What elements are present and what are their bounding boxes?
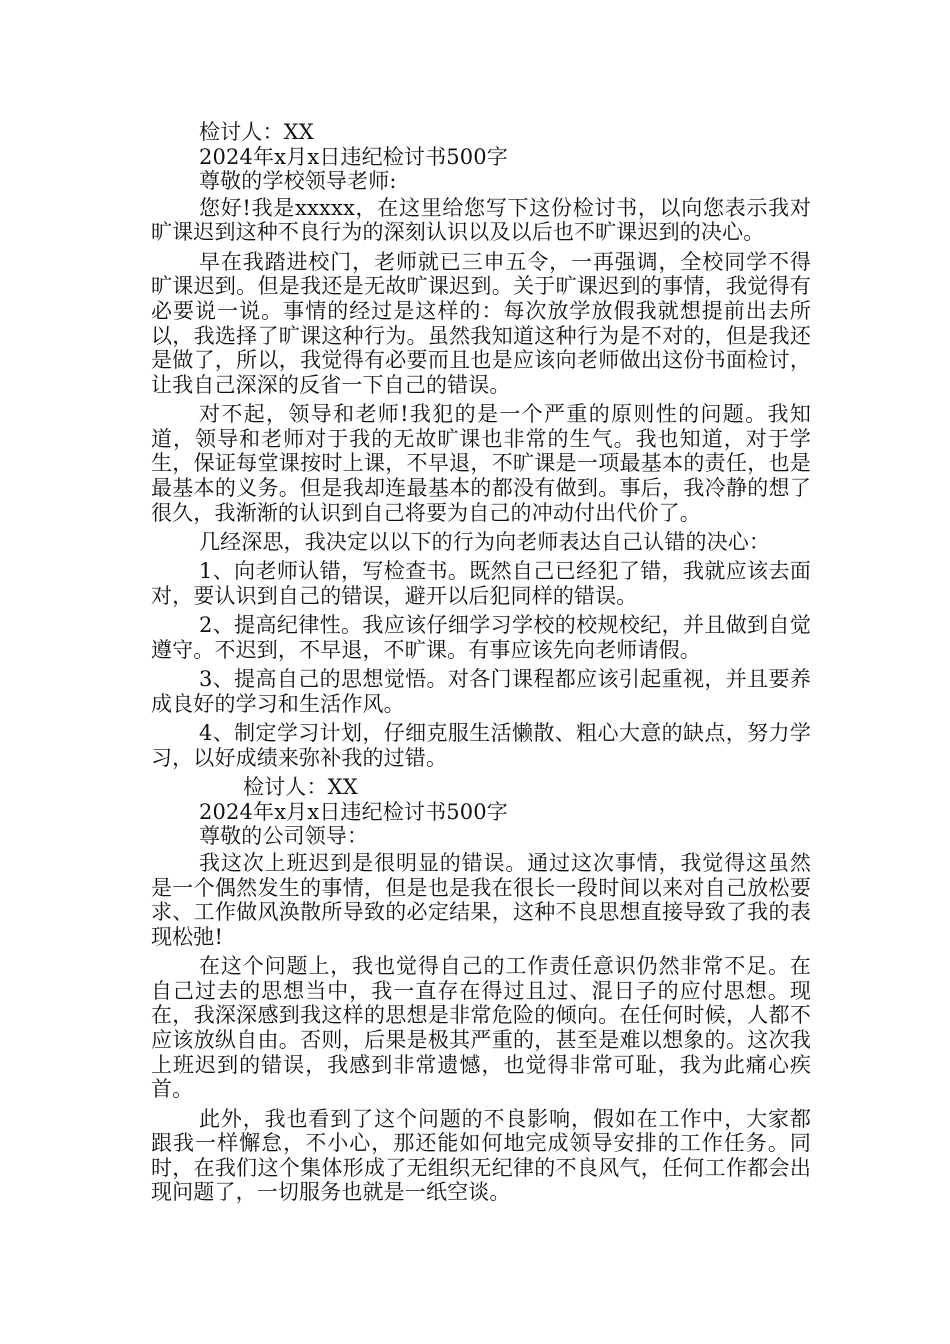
list-item: 3、提高自己的思想觉悟。对各门课程都应该引起重视，并且要养成良好的学习和生活作风。	[151, 667, 811, 716]
paragraph: 早在我踏进校门，老师就已三申五令，一再强调，全校同学不得旷课迟到。但是我还是无故旷课迟到。关于旷课迟到的事情，我觉得有必要说一说。事情的经过是这样的：每次放学放假我就想提前出去所以，我选择了旷课这种行为。虽然我知道这种行为是不对的，但是我还是做了，所以，我觉得有必要而且也是应该向老师做出这份书面检讨，让我自己深深的反省一下自己的错误。	[151, 249, 811, 397]
paragraph: 几经深思，我决定以以下的行为向老师表达自己认错的决心：	[199, 529, 771, 554]
salutation: 尊敬的公司领导：	[199, 824, 369, 849]
document-title: 2024年x月x日违纪检讨书500字	[199, 799, 508, 824]
paragraph: 对不起，领导和老师!我犯的是一个严重的原则性的问题。我知道，领导和老师对于我的无故旷课也非常的生气。我也知道，对于学生，保证每堂课按时上课，不早退，不旷课是一项最基本的责任，也是最基本的义务。但是我却连最基本的都没有做到。事后，我冷静的想了很久，我渐渐的认识到自己将要为自己的冲动付出代价了。	[151, 402, 811, 525]
paragraph: 此外，我也看到了这个问题的不良影响，假如在工作中，大家都跟我一样懈怠，不小心，那还能如何地完成领导安排的工作任务。同时，在我们这个集体形成了无组织无纪律的不良风气，任何工作都会出现问题了，一切服务也就是一纸空谈。	[151, 1106, 811, 1205]
paragraph: 我这次上班迟到是很明显的错误。通过这次事情，我觉得这虽然是一个偶然发生的事情，但是也是我在很长一段时间以来对自己放松要求、工作做风涣散所导致的必定结果，这种不良思想直接导致了我的表现松弛!	[151, 851, 811, 949]
document-body	[151, 120, 811, 1210]
salutation: 尊敬的学校领导老师:	[199, 169, 397, 194]
document-title: 2024年x月x日违纪检讨书500字	[199, 144, 508, 169]
list-item: 4、制定学习计划，仔细克服生活懒散、粗心大意的缺点，努力学习，以好成绩来弥补我的过错。	[151, 721, 811, 770]
paragraph: 您好!我是xxxxx，在这里给您写下这份检讨书，以向您表示我对旷课迟到这种不良行为的深刻认识以及以后也不旷课迟到的决心。	[151, 195, 811, 245]
signature-line: 检讨人：XX	[243, 775, 358, 800]
list-item: 2、提高纪律性。我应该仔细学习学校的校规校纪，并且做到自觉遵守。不迟到，不早退，不旷课。有事应该先向老师请假。	[151, 613, 811, 662]
paragraph: 在这个问题上，我也觉得自己的工作责任意识仍然非常不足。在自己过去的思想当中，我一直存在得过且过、混日子的应付思想。现在，我深深感到我这样的思想是非常危险的倾向。在任何时候，人都不应该放纵自由。否则，后果是极其严重的，甚至是难以想象的。这次我上班迟到的错误，我感到非常遗憾，也觉得非常可耻，我为此痛心疾首。	[151, 954, 811, 1102]
list-item: 1、向老师认错，写检查书。既然自己已经犯了错，我就应该去面对，要认识到自己的错误，避开以后犯同样的错误。	[151, 559, 811, 608]
signature-line: 检讨人：XX	[199, 120, 314, 144]
